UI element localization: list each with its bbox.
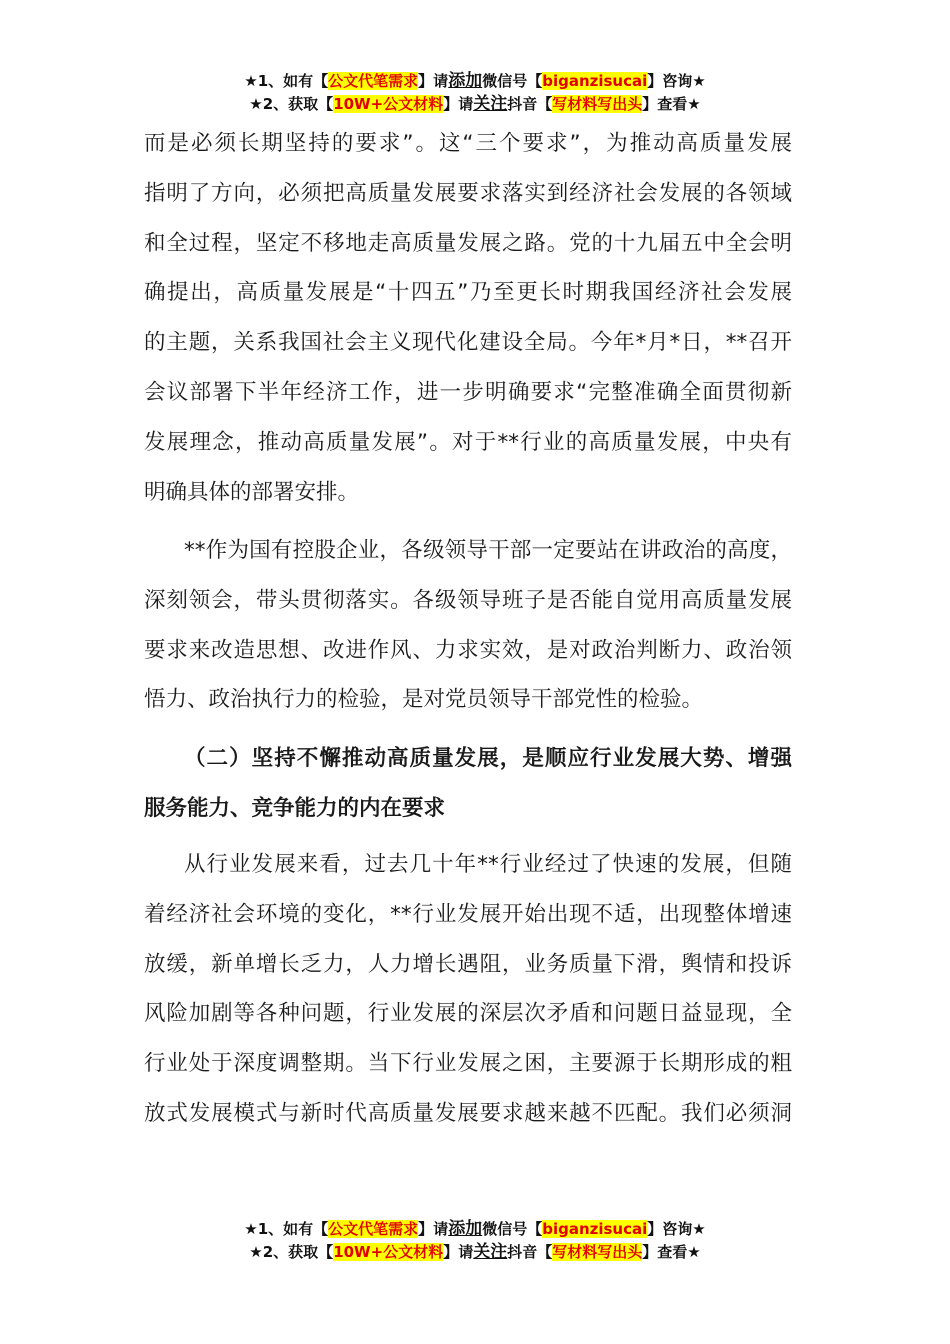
promo-text: 】请 bbox=[443, 1243, 474, 1261]
promo-highlight: 公文代笔需求 bbox=[328, 1220, 419, 1238]
promo-text: 】请 bbox=[418, 1220, 449, 1238]
heading-line: （二）坚持不懈推动高质量发展，是顺应行业发展大势、增强 bbox=[184, 746, 792, 771]
promo-line-2 bbox=[0, 93, 950, 116]
promo-text: ★2、获取【 bbox=[249, 95, 334, 113]
promo-text: 】查看★ bbox=[642, 95, 701, 113]
paragraph-1 bbox=[144, 119, 792, 517]
promo-text: 微信号【 bbox=[482, 72, 543, 90]
promo-line-2 bbox=[0, 1241, 950, 1264]
promo-douyin-id: 写材料写出头 bbox=[552, 1243, 643, 1261]
text-line: **作为国有控股企业，各级领导干部一定要站在讲政治的高度， bbox=[184, 538, 792, 563]
promo-text: ★1、如有【 bbox=[244, 1220, 329, 1238]
text-line: 的主题，关系我国社会主义现代化建设全局。今年*月*日，**召开 bbox=[144, 330, 792, 356]
text-line: 从行业发展来看，过去几十年**行业经过了快速的发展，但随 bbox=[184, 852, 792, 877]
promo-text: 】请 bbox=[418, 72, 449, 90]
section-heading bbox=[144, 734, 792, 834]
promo-wechat-id: biganzisucai bbox=[542, 1220, 648, 1238]
text-line: 放缓，新单增长乏力，人力增长遇阻，业务质量下滑，舆情和投诉 bbox=[144, 951, 792, 977]
promo-douyin-id: 写材料写出头 bbox=[552, 95, 643, 113]
promo-text: ★2、获取【 bbox=[249, 1243, 334, 1261]
promo-wechat-id: biganzisucai bbox=[542, 72, 648, 90]
paragraph-2 bbox=[144, 526, 792, 725]
promo-text: 】咨询★ bbox=[647, 72, 706, 90]
promo-underlined: 添加 bbox=[448, 1219, 483, 1239]
promo-underlined: 添加 bbox=[448, 71, 483, 91]
text-line: 悟力、政治执行力的检验，是对党员领导干部党性的检验。 bbox=[144, 687, 704, 713]
text-line: 会议部署下半年经济工作，进一步明确要求“完整准确全面贯彻新 bbox=[144, 379, 792, 405]
promo-text: 微信号【 bbox=[482, 1220, 543, 1238]
promo-underlined: 关注 bbox=[473, 94, 508, 114]
promo-banner-top bbox=[0, 70, 950, 116]
text-line: 着经济社会环境的变化，**行业发展开始出现不适，出现整体增速 bbox=[144, 901, 792, 927]
text-line: 确提出，高质量发展是“十四五”乃至更长时期我国经济社会发展 bbox=[144, 280, 792, 306]
text-line: 放式发展模式与新时代高质量发展要求越来越不匹配。我们必须洞 bbox=[144, 1100, 792, 1126]
text-line: 指明了方向，必须把高质量发展要求落实到经济社会发展的各领域 bbox=[144, 180, 792, 206]
text-line: 要求来改造思想、改进作风、力求实效，是对政治判断力、政治领 bbox=[144, 637, 792, 663]
text-line: 深刻领会，带头贯彻落实。各级领导班子是否能自觉用高质量发展 bbox=[144, 587, 792, 613]
promo-banner-bottom bbox=[0, 1218, 950, 1264]
promo-text: 抖音【 bbox=[507, 1243, 553, 1261]
promo-highlight: 10W+公文材料 bbox=[333, 1243, 444, 1261]
paragraph-3 bbox=[144, 840, 792, 1139]
promo-line-1 bbox=[0, 1218, 950, 1241]
text-line: 而是必须长期坚持的要求”。这“三个要求”，为推动高质量发展 bbox=[144, 131, 792, 156]
promo-text: 】查看★ bbox=[642, 1243, 701, 1261]
text-line: 风险加剧等各种问题，行业发展的深层次矛盾和问题日益显现，全 bbox=[144, 1001, 792, 1027]
promo-highlight: 公文代笔需求 bbox=[328, 72, 419, 90]
text-line: 和全过程，坚定不移地走高质量发展之路。党的十九届五中全会明 bbox=[144, 230, 792, 256]
promo-highlight: 10W+公文材料 bbox=[333, 95, 444, 113]
promo-line-1 bbox=[0, 70, 950, 93]
promo-text: 抖音【 bbox=[507, 95, 553, 113]
text-line: 发展理念，推动高质量发展”。对于**行业的高质量发展，中央有 bbox=[144, 429, 792, 455]
promo-underlined: 关注 bbox=[473, 1242, 508, 1262]
text-line: 行业处于深度调整期。当下行业发展之困，主要源于长期形成的粗 bbox=[144, 1051, 792, 1077]
text-line: 明确具体的部署安排。 bbox=[144, 479, 360, 505]
heading-line: 服务能力、竞争能力的内在要求 bbox=[144, 795, 446, 821]
promo-text: 】咨询★ bbox=[647, 1220, 706, 1238]
promo-text: ★1、如有【 bbox=[244, 72, 329, 90]
promo-text: 】请 bbox=[443, 95, 474, 113]
